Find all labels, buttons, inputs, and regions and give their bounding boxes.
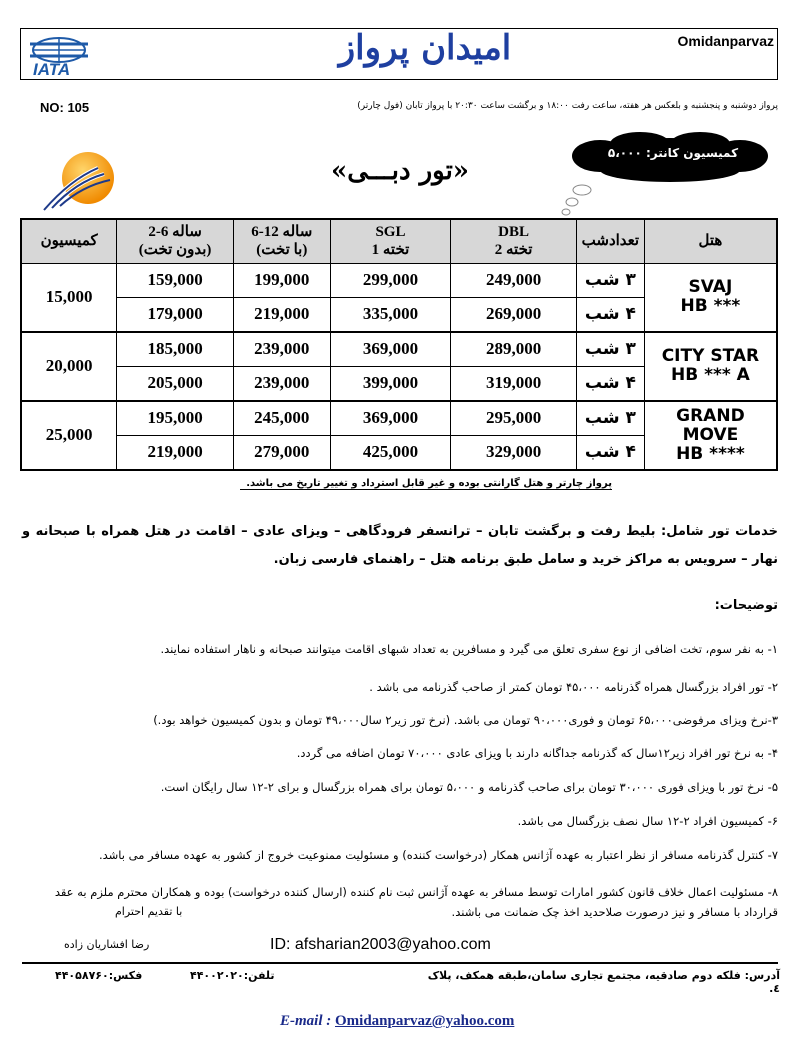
email-link[interactable]: Omidanparvaz@yahoo.com [335, 1013, 515, 1029]
header-sgl-line2: 1 تخته [371, 242, 410, 259]
footer-email [280, 1013, 514, 1030]
note-item: ۸- مسئولیت اعمال خلاف قانون کشور امارات توسط مسافر به عهده آژانس ثبت نام کننده (ارسال کننده درخواست) بوده و همکاران محترم ملزم به عقد قرارداد با مسافر و نیز درصورت صلاحدید اخذ چک ضمانت می باشند. [54, 885, 778, 919]
price-sgl: 399,000 [330, 366, 451, 401]
hotel-name-line2: MOVE [682, 424, 739, 445]
price-child-6-12: 239,000 [233, 332, 330, 367]
price-child-6-12: 239,000 [233, 366, 330, 401]
table-header-row [21, 219, 777, 263]
hotel-cell [644, 263, 777, 332]
contact-id: ID: afsharian2003@yahoo.com [270, 936, 491, 953]
price-dbl: 269,000 [451, 297, 577, 332]
header-hotel: هتل [644, 219, 777, 263]
table-row [21, 263, 777, 297]
header-dbl-line2: 2 تخته [494, 242, 533, 259]
commission-cell: 25,000 [21, 401, 117, 470]
footer-address: آدرس: فلکه دوم صادقیه، مجتمع تجاری سامان،طبقه همکف، پلاک ٤. [427, 969, 780, 995]
price-table [20, 218, 778, 471]
price-dbl: 295,000 [451, 401, 577, 436]
nights-cell: ۴ شب [576, 435, 644, 470]
price-sgl: 425,000 [330, 435, 451, 470]
note-item: ۱- به نفر سوم، تخت اضافی از نوع سفری تعلق می گیرد و مسافرین به تعداد شبهای اقامت میتوانند صبحانه و ناهار استفاده نمایند. [160, 642, 778, 656]
price-child-6-12: 245,000 [233, 401, 330, 436]
header-child-6-12 [233, 219, 330, 263]
price-dbl: 249,000 [451, 263, 577, 297]
price-sgl: 369,000 [330, 332, 451, 367]
note-item: ۷- کنترل گذرنامه مسافر از نظر اعتبار به عهده آژانس همکار (درخواست کننده) و مسئولیت ممنوعیت خروج از کشور به عهده مسافر می باشد. [98, 848, 778, 862]
counter-commission: کمیسیون کانتر: ۵،۰۰۰ [607, 146, 739, 160]
header-child-2-6 [117, 219, 234, 263]
footer-phone: تلفن:۴۴۰۰۲۰۲۰ [190, 969, 275, 982]
document-number: NO: 105 [40, 100, 90, 115]
price-child-6-12: 279,000 [233, 435, 330, 470]
price-sgl: 369,000 [330, 401, 451, 436]
header-child-2-6-line2: (بدون تخت) [138, 242, 212, 259]
table-row [21, 332, 777, 367]
header-child-2-6-line1: 2-6 ساله [148, 224, 202, 241]
hotel-name: GRAND [676, 405, 745, 426]
hotel-name: SVAJ [688, 277, 733, 297]
table-note: پرواز چارتر و هتل گارانتی بوده و غیر قابل استرداد و تغییر تاریخ می باشد. [240, 478, 612, 490]
note-item: ۳-نرخ ویزای مرفوضی۶۵،۰۰۰ تومان و فوری۹۰،۰۰۰ تومان می باشد. (نرخ تور زیر۲ سال۴۹،۰۰۰ تومان و بدون کمیسیون خواهد بود.) [153, 713, 778, 727]
price-child-2-6: 205,000 [117, 366, 234, 401]
header-nights: تعدادشب [576, 219, 644, 263]
hotel-cell [644, 332, 777, 401]
footer-divider [22, 962, 778, 964]
price-dbl: 289,000 [451, 332, 577, 367]
brand-name: Omidanparvaz [677, 33, 774, 49]
hotel-board: HB *** A [670, 365, 750, 385]
commission-cell: 20,000 [21, 332, 117, 401]
price-child-2-6: 159,000 [117, 263, 234, 297]
signoff-greeting: با تقدیم احترام [115, 905, 183, 918]
note-item: ۵- نرخ تور با ویزای فوری ۳۰،۰۰۰ تومان برای صاحب گذرنامه و ۵،۰۰۰ تومان برای همراه بزرگسال و برای ۲-۱۲ سال رایگان است. [160, 780, 778, 794]
descriptions-title: توضیحات: [714, 598, 778, 613]
price-sgl: 299,000 [330, 263, 451, 297]
tour-services: خدمات تور شامل: بلیط رفت و برگشت تابان – ترانسفر فرودگاهی – ویزای عادی – اقامت در هتل همراه با صبحانه و نهار – سرویس به مراکز خرید و سامل طبق برنامه هتل – راهنمای فارسی زبان. [22, 524, 778, 567]
company-title: امیدان پرواز [338, 28, 512, 68]
email-label: E-mail : [280, 1013, 332, 1029]
commission-cell: 15,000 [21, 263, 117, 332]
table-row [21, 401, 777, 436]
header-sgl [330, 219, 451, 263]
hotel-name: CITY STAR [661, 346, 760, 366]
signoff-name: رضا افشاریان زاده [64, 938, 150, 951]
price-dbl: 329,000 [451, 435, 577, 470]
iata-label: IATA [33, 60, 71, 79]
hotel-board: HB **** [676, 443, 745, 464]
nights-cell: ۳ شب [576, 332, 644, 367]
nights-cell: ۳ شب [576, 263, 644, 297]
flight-info: پرواز دوشنبه و پنجشنبه و بلعکس هر هفته، ساعت رفت ۱۸:۰۰ و برگشت ساعت ۲۰:۳۰ با پرواز تابان (فول چارتر) [357, 101, 778, 111]
header-sgl-line1: SGL [375, 224, 406, 241]
price-child-2-6: 185,000 [117, 332, 234, 367]
note-item: ۲- تور افراد بزرگسال همراه گذرنامه ۴۵،۰۰۰ تومان کمتر از صاحب گذرنامه می باشد . [369, 680, 778, 694]
note-item: ۴- به نرخ تور افراد زیر۱۲سال که گذرنامه جداگانه دارند با ویزای عادی ۷۰،۰۰۰ تومان اضافه می گردد. [296, 746, 778, 760]
header-commission: کمیسیون [21, 219, 117, 263]
price-child-2-6: 195,000 [117, 401, 234, 436]
price-child-2-6: 219,000 [117, 435, 234, 470]
sun-swoosh-logo-icon [40, 150, 120, 215]
price-sgl: 335,000 [330, 297, 451, 332]
price-dbl: 319,000 [451, 366, 577, 401]
hotel-cell [644, 401, 777, 470]
nights-cell: ۴ شب [576, 366, 644, 401]
hotel-board: HB *** [680, 296, 741, 316]
price-child-2-6: 179,000 [117, 297, 234, 332]
nights-cell: ۳ شب [576, 401, 644, 436]
header-dbl [451, 219, 577, 263]
header-child-6-12-line1: 6-12 ساله [251, 224, 313, 241]
nights-cell: ۴ شب [576, 297, 644, 332]
header-dbl-line1: DBL [498, 224, 530, 241]
price-child-6-12: 199,000 [233, 263, 330, 297]
footer-fax: فکس:۴۴۰۵۸۷۶۰ [55, 969, 143, 982]
tour-title: «تور دبـــی» [330, 156, 470, 186]
price-child-6-12: 219,000 [233, 297, 330, 332]
header-child-6-12-line2: (با تخت) [256, 242, 308, 259]
note-item: ۶- کمیسیون افراد ۲-۱۲ سال نصف بزرگسال می باشد. [517, 814, 778, 828]
